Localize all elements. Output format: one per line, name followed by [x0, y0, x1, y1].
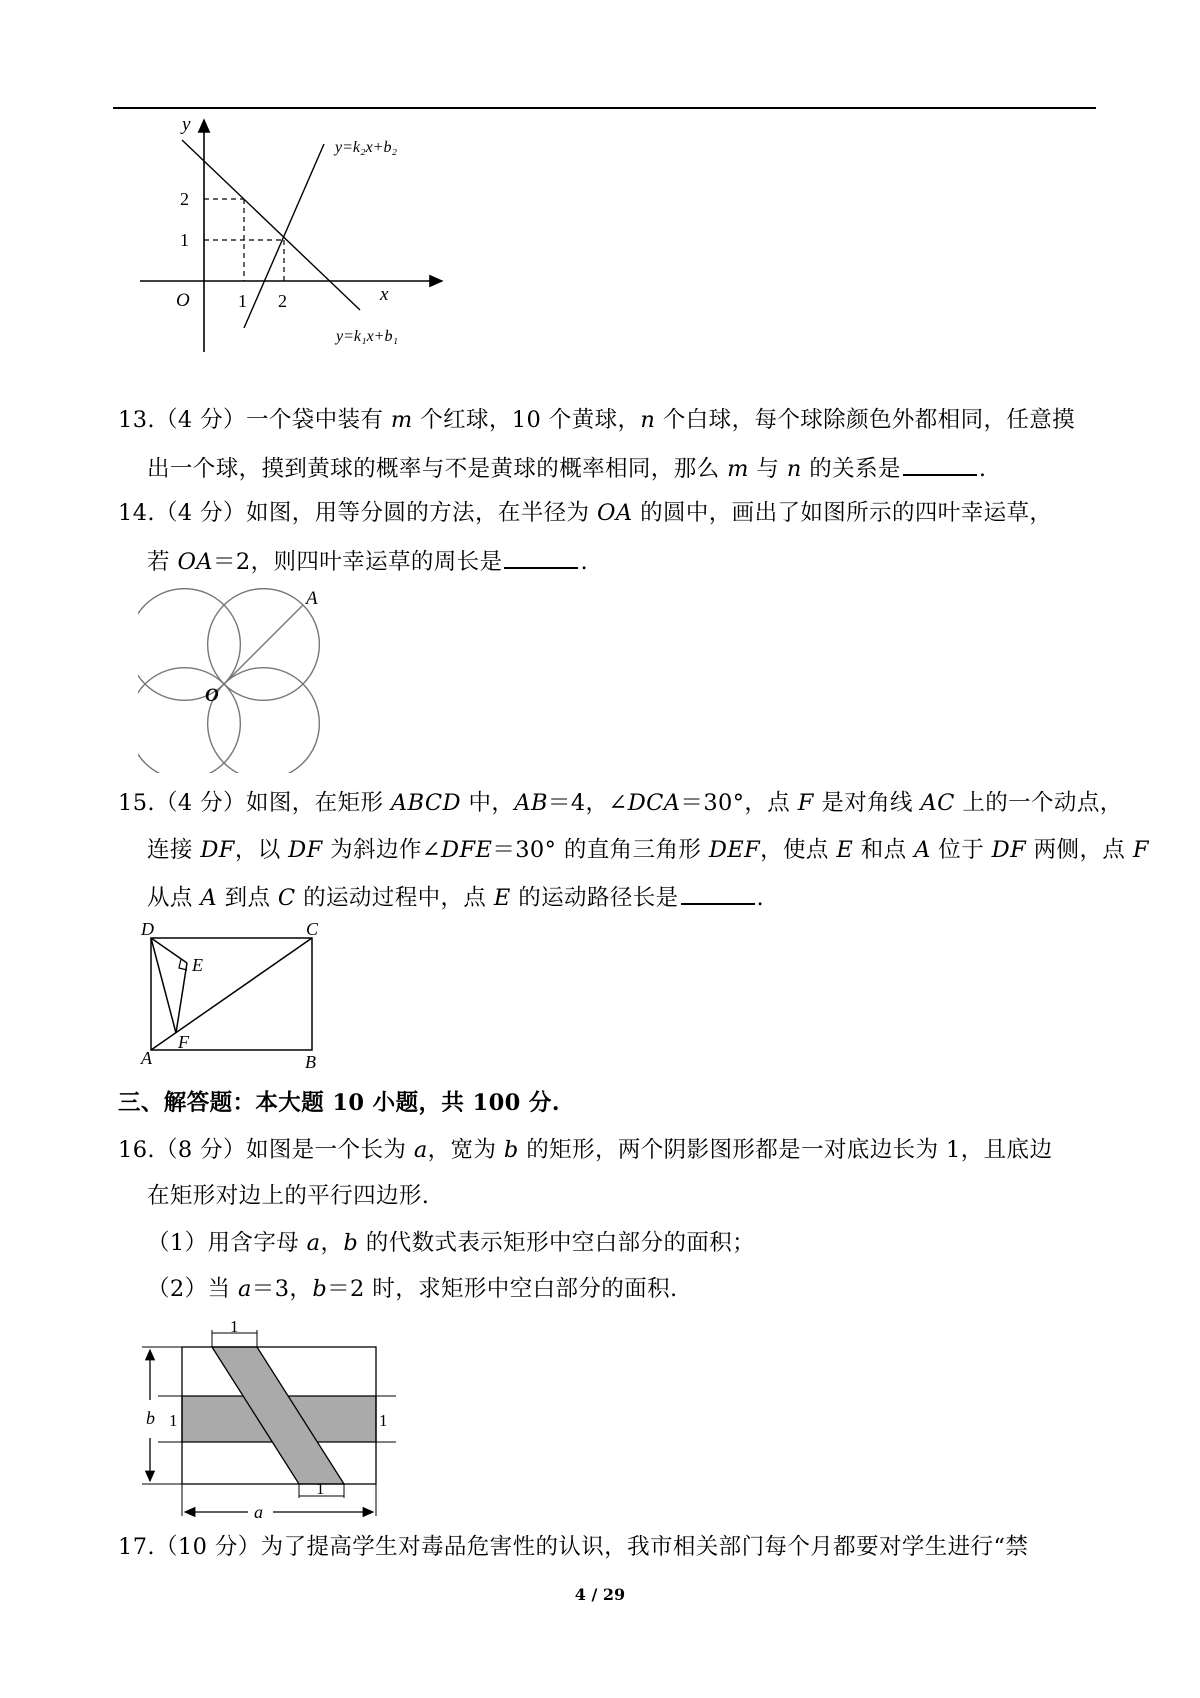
- q14-line1: 14.（4 分）如图，用等分圆的方法，在半径为 OA 的圆中，画出了如图所示的四叶幸运草，: [118, 500, 1053, 526]
- tick-x2: 2: [278, 291, 287, 311]
- q14-line2: 若 OA＝2，则四叶幸运草的周长是 .: [147, 545, 588, 577]
- dim-b-label: b: [146, 1408, 155, 1428]
- origin-label: O: [176, 290, 190, 311]
- point-o-label: O: [205, 685, 219, 706]
- answer-blank: [681, 881, 755, 905]
- segment-ef: [176, 963, 187, 1033]
- q16-line2: 在矩形对边上的平行四边形.: [147, 1183, 430, 1209]
- q13-line2: 出一个球，摸到黄球的概率与不是黄球的概率相同，那么 m 与 n 的关系是 .: [147, 452, 986, 484]
- line2-label: y=k₁x+b₁: [336, 328, 399, 345]
- y-axis-label: y: [182, 118, 191, 135]
- dim-right-1: 1: [379, 1411, 388, 1430]
- q15-line3: 从点 A 到点 C 的运动过程中，点 E 的运动路径长是 .: [147, 881, 764, 913]
- q13-line1: 13.（4 分）一个袋中装有 m 个红球，10 个黄球，n 个白球，每个球除颜色外都相同，任意摸: [118, 407, 1076, 433]
- page-number: 4 / 29: [574, 1585, 626, 1604]
- point-f-label: F: [178, 1032, 189, 1052]
- dim-bottom-1: 1: [316, 1479, 325, 1498]
- answer-blank: [903, 452, 977, 476]
- header-rule: [113, 107, 1096, 109]
- q16-line4: （2）当 a＝3，b＝2 时，求矩形中空白部分的面积.: [147, 1276, 678, 1302]
- section-3-heading: 三、解答题：本大题 10 小题，共 100 分.: [118, 1090, 561, 1116]
- dim-a-label: a: [254, 1502, 263, 1520]
- rectangle-figure: [140, 920, 340, 1070]
- dim-top-1: 1: [230, 1320, 239, 1336]
- answer-blank: [504, 545, 578, 569]
- x-axis-label: x: [380, 284, 389, 305]
- point-a-label: A: [141, 1048, 152, 1068]
- q16-line3: （1）用含字母 a，b 的代数式表示矩形中空白部分的面积；: [147, 1230, 756, 1256]
- point-d-label: D: [141, 920, 154, 939]
- clover-figure: [138, 588, 338, 773]
- dim-left-1: 1: [169, 1411, 178, 1430]
- linear-graph-figure: [140, 118, 460, 388]
- point-e-label: E: [192, 955, 203, 975]
- tick-y1: 1: [180, 230, 189, 250]
- q15-line1: 15.（4 分）如图，在矩形 ABCD 中，AB＝4，∠DCA＝30°，点 F 是对角线 AC 上的一个动点，: [118, 790, 1123, 816]
- segment-oa: [224, 605, 303, 684]
- q16-line1: 16.（8 分）如图是一个长为 a，宽为 b 的矩形，两个阴影图形都是一对底边长为 1，且底边: [118, 1137, 1053, 1163]
- parallelogram-figure: [138, 1320, 398, 1520]
- tick-y2: 2: [180, 189, 189, 209]
- line-k1: [182, 140, 360, 310]
- q17-line1: 17.（10 分）为了提高学生对毒品危害性的认识，我市相关部门每个月都要对学生进行“禁: [118, 1534, 1029, 1560]
- q15-line2: 连接 DF，以 DF 为斜边作∠DFE＝30° 的直角三角形 DEF，使点 E 和点 A 位于 DF 两侧，点 F: [147, 837, 1149, 863]
- point-a-label: A: [306, 588, 318, 609]
- point-b-label: B: [305, 1052, 316, 1070]
- point-c-label: C: [306, 920, 319, 939]
- line1-label: y=k₂x+b₂: [335, 139, 398, 156]
- tick-x1: 1: [238, 291, 247, 311]
